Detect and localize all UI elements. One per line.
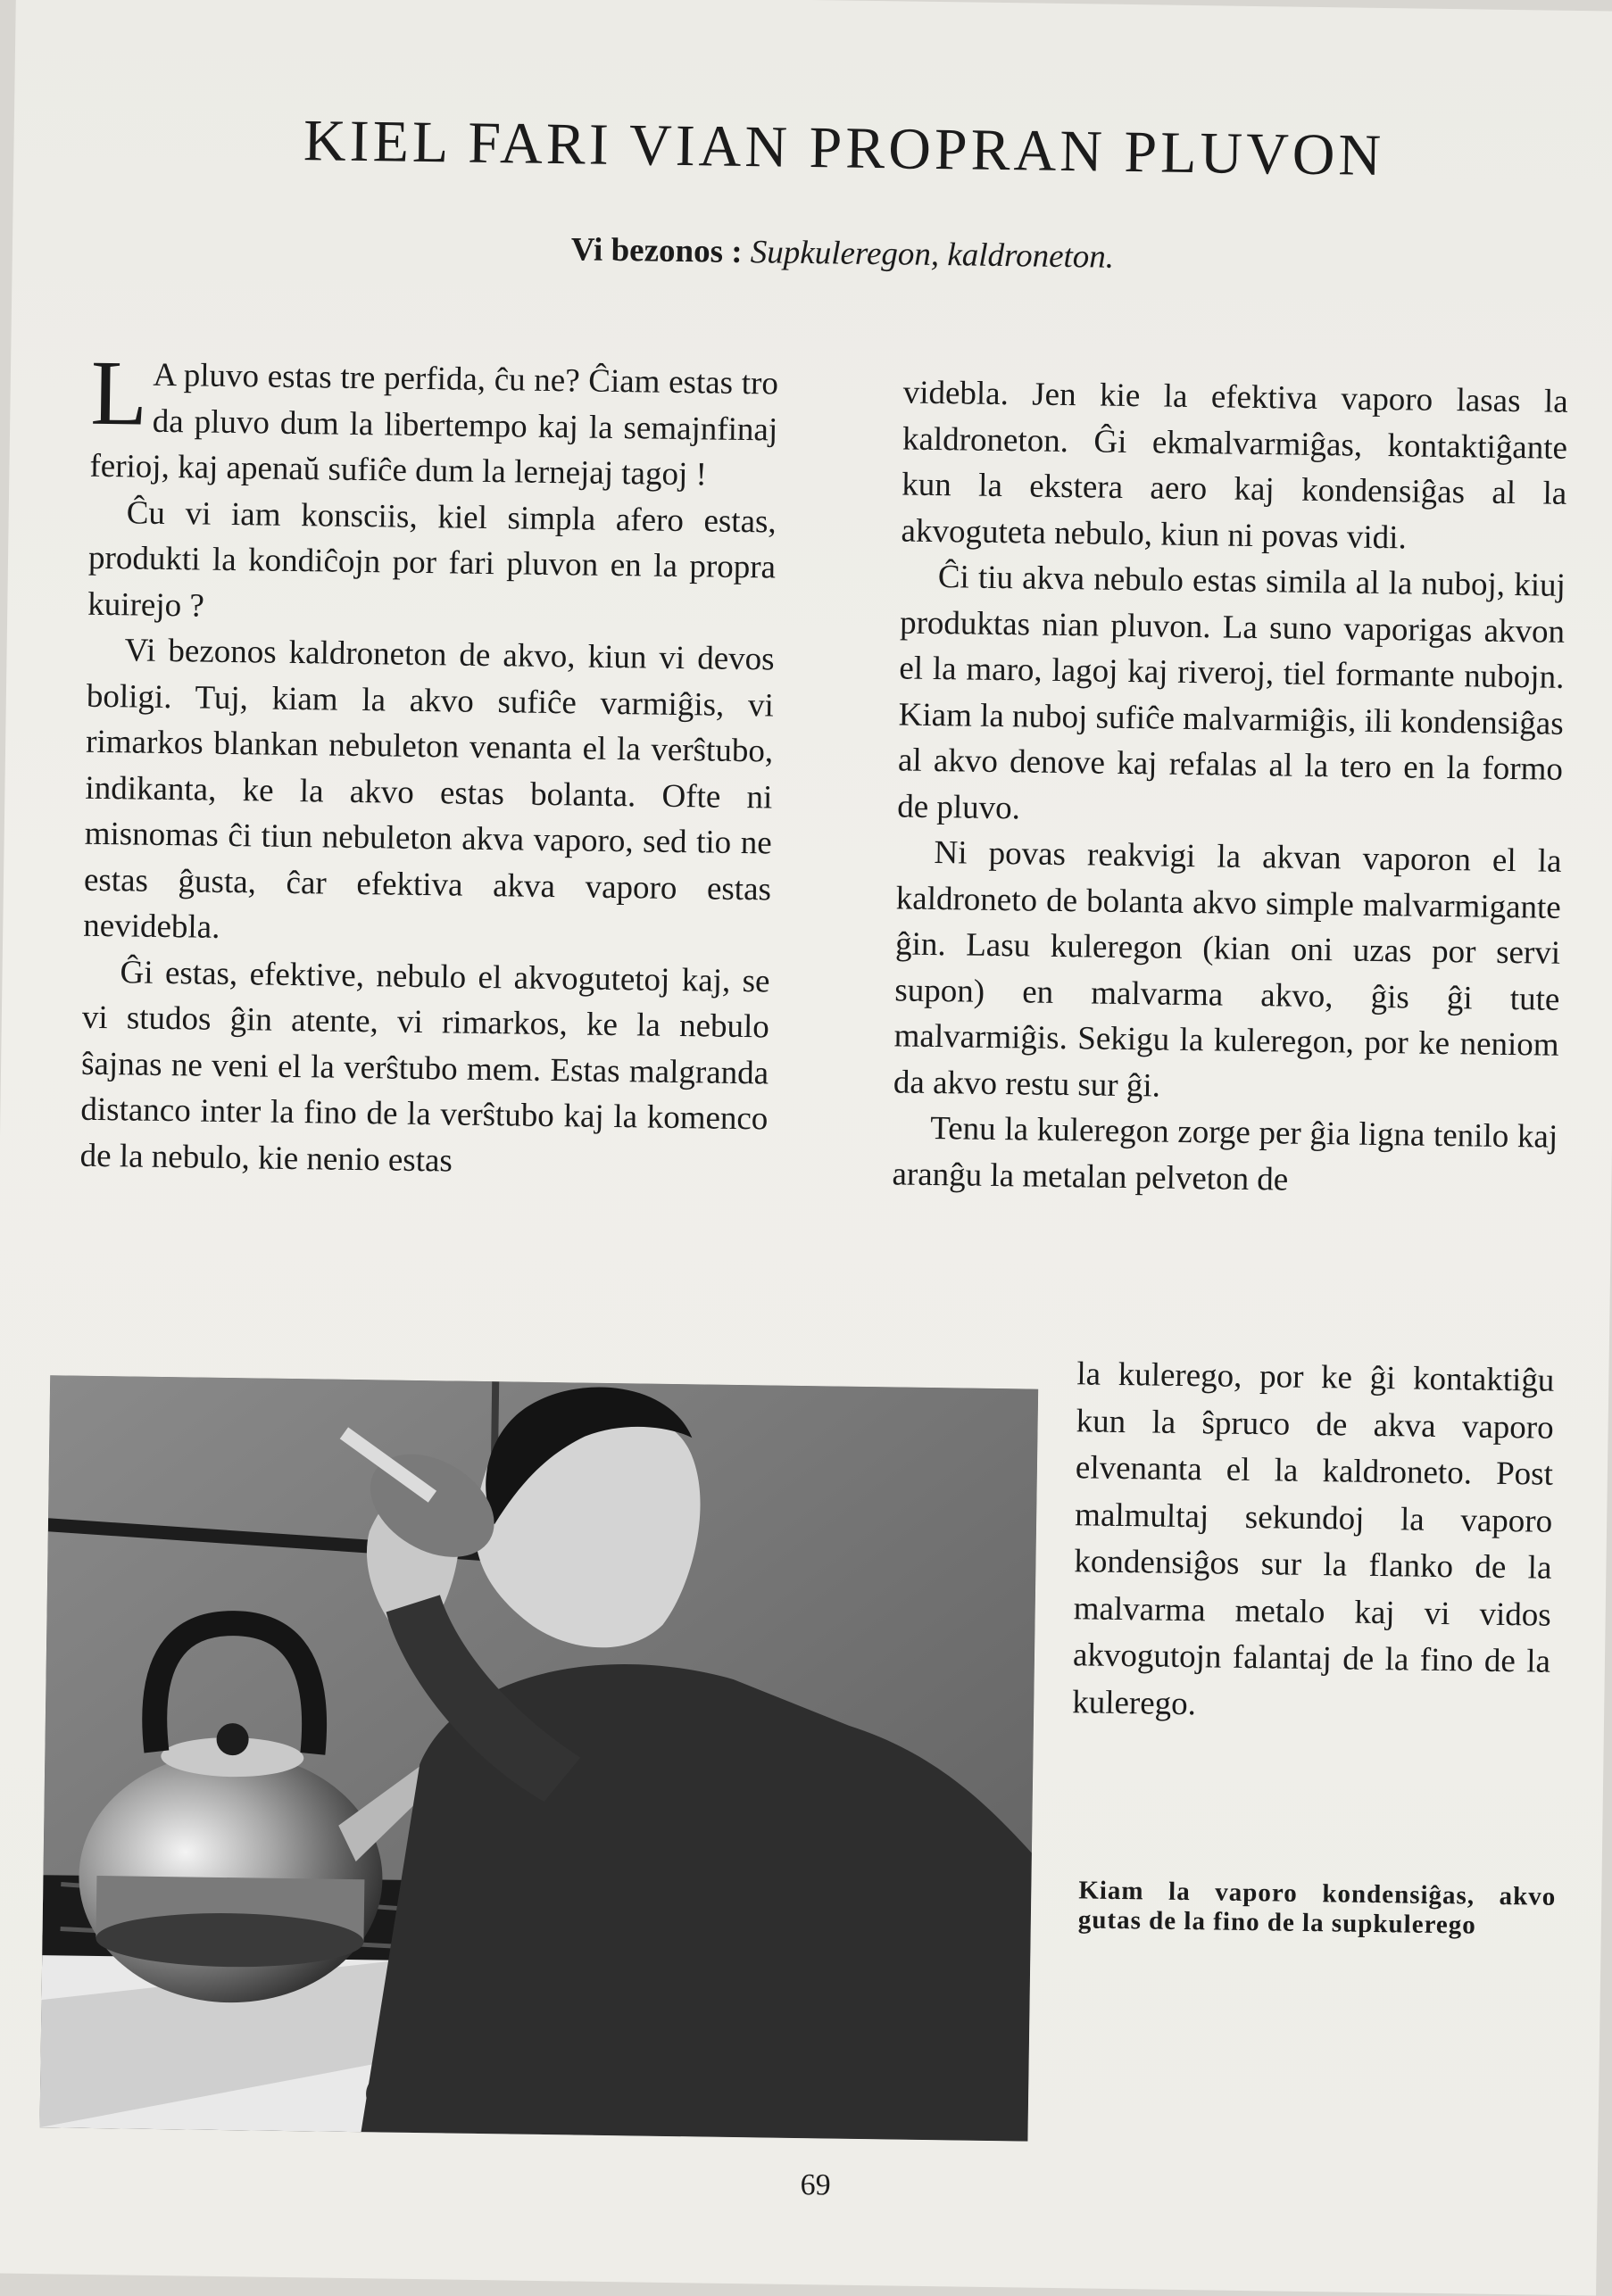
paragraph: Tenu la kuleregon zorge per ĝia ligna tenilo kaj aranĝu la metalan pelveton de <box>892 1109 1558 1198</box>
left-column <box>79 341 779 1189</box>
paragraph: Ĉu vi iam konsciis, kiel simpla afero estas, produkti la kondiĉojn por fari pluvon en la propra kuirejo ? <box>87 493 777 625</box>
paragraph: Ĉi tiu akva nebulo estas simila al la nuboj, kiuj produktas nian pluvon. La suno vaporigas akvon el la maro, lagoj kaj riveroj, tiel formante nubojn. Kiam la nuboj sufiĉe malvarmiĝis, ili kondensiĝas al akvo denove kaj refalas al la tero en la formo de pluvo. <box>896 559 1566 826</box>
paragraph-text: A pluvo estas tre perfida, ĉu ne? Ĉiam estas tro da pluvo dum la libertempo kaj la semajnfinaj ferioj, kaj apenaŭ sufiĉe dum la lernejaj tagoj ! <box>89 356 779 493</box>
photo-caption: Kiam la vaporo kondensiĝas, akvo gutas de la fino de la supkulerego <box>1077 1876 1557 1940</box>
page-title: KIEL FARI VIAN PROPRAN PLUVON <box>303 108 1385 188</box>
subtitle-value: Supkuleregon, kaldroneton. <box>750 234 1115 276</box>
paragraph <box>89 341 779 499</box>
drop-cap: L <box>89 341 148 445</box>
right-column-continuation: la kulerego, por ke ĝi kontaktiĝu kun la ŝpruco de akva vaporo elvenanta el la kaldroneto. Post malmultaj sekundoj la vaporo kondensiĝos sur la flanko de la malvarma metalo kaj vi vidos akvogutojn falantaj de la fino de la kulerego. <box>1071 1355 1555 1722</box>
page-number: 69 <box>800 2168 831 2202</box>
paragraph: Ni povas reakvigi la akvan vaporon el la kaldroneto de bolanta akvo simple malvarmigante ĝin. Lasu kuleregon (kian oni uzas por servi supon) en malvarma akvo, ĝis ĝi tute malvarmiĝis. Sekigu la kuleregon, por ke neniom da akvo restu sur ĝi. <box>893 834 1562 1105</box>
kettle-photo-illustration <box>40 1375 1039 2141</box>
subtitle-label: Vi bezonos : <box>570 231 743 270</box>
paragraph: Ĝi estas, efektive, nebulo el akvogutetoj kaj, se vi studos ĝin atente, vi rimarkos, ke la nebulo ŝajnas ne veni el la verŝtubo mem. Estas malgranda distanco inter la fino de la verŝtubo kaj la komenco de la nebulo, kie nenio estas <box>79 953 770 1180</box>
paragraph: videbla. Jen kie la efektiva vaporo lasas la kaldroneton. Ĝi ekmalvarmiĝas, kontaktiĝante kun la ekstera aero kaj kondensiĝas al la akvoguteta nebulo, kiun ni povas vidi. <box>901 374 1568 556</box>
photo-boy-with-kettle <box>40 1375 1039 2141</box>
right-column <box>892 369 1568 1206</box>
subtitle <box>262 226 1423 280</box>
paragraph: Vi bezonos kaldroneton de akvo, kiun vi devos boligi. Tuj, kiam la akvo sufiĉe varmiĝis, vi rimarkos blankan nebuleton venanta el la verŝtubo, indikanta, ke la akvo estas bolanta. Ofte ni misnomas ĉi tiun nebuleton akva vaporo, sed tio ne estas ĝusta, ĉar efektiva akva vaporo estas nevidebla. <box>83 632 775 946</box>
